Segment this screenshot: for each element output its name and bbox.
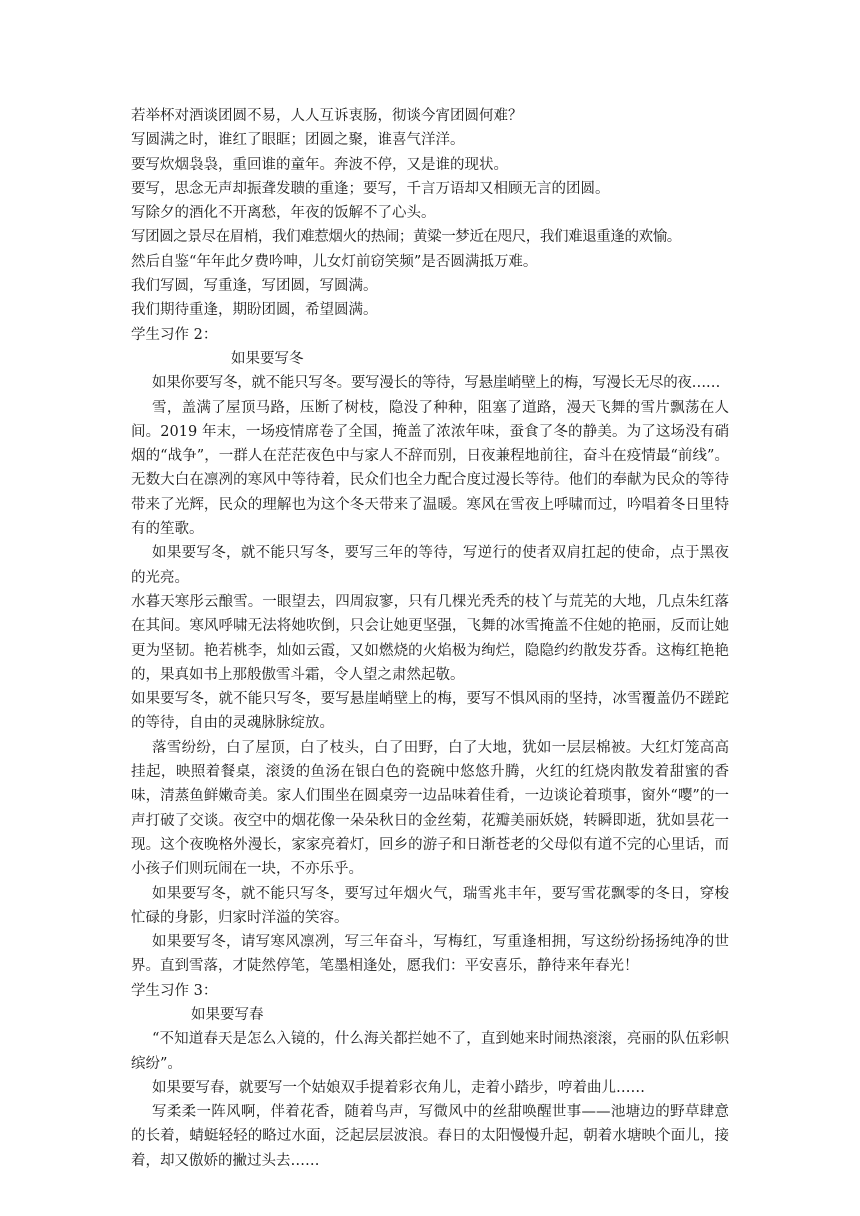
work2-paragraph: 如果要写冬，请写寒风凛冽，写三年奋斗，写梅红，写重逢相拥，写这纷纷扬扬纯净的世界。直到雪落，才陡然停笔，笔墨相逢处，愿我们：平安喜乐，静待来年春光！ [131,934,729,975]
work2-paragraph: 如果要写冬，就不能只写冬，要写过年烟火气，瑞雪兆丰年，要写雪花飘零的冬日，穿梭忙碌的身影，归家时洋溢的笑容。 [131,885,729,926]
poem-line: 若举杯对酒谈团圆不易，人人互诉衷肠，彻谈今宵团圆何难？ [131,108,523,124]
work3-label: 学生习作 3： [131,982,218,999]
poem-line: 要写，思念无声却振聋发聩的重逢；要写，千言万语却又相顾无言的团圆。 [131,180,610,197]
work3-title: 如果要写春 [191,1006,264,1023]
poem-line: 写圆满之时，谁红了眼眶；团圆之聚，谁喜气洋洋。 [131,132,465,149]
poem-line: 写团圆之景尽在眉梢，我们难惹烟火的热闹；黄粱一梦近在咫尺，我们难退重逢的欢愉。 [131,229,681,246]
work2-paragraph: 如果你要写冬，就不能只写冬。要写漫长的等待，写悬崖峭壁上的梅，写漫长无尽的夜…… [152,375,721,392]
document-body [131,104,729,1173]
work2-paragraph: 如果要写冬，就不能只写冬，要写悬崖峭壁上的梅，要写不惧风雨的坚持，冰雪覆盖仍不蹉跎的等待，自由的灵魂脉脉绽放。 [131,691,729,732]
work3-paragraph: 如果要写春，就要写一个姑娘双手提着彩衣角儿，走着小踏步，哼着曲儿…… [152,1079,646,1096]
work2-paragraph: 如果要写冬，就不能只写冬，要写三年的等待，写逆行的使者双肩扛起的使命，点于黑夜的光亮。 [131,545,729,586]
poem-line: 我们写圆，写重逢，写团圆，写圆满。 [131,278,378,295]
poem-line: 写除夕的酒化不开离愁，年夜的饭解不了心头。 [131,205,436,222]
work2-label: 学生习作 2： [131,326,218,343]
work3-paragraph: 写柔柔一阵风啊，伴着花香，随着鸟声，写微风中的丝甜唤醒世事——池塘边的野草肆意的长着，蜻蜓轻轻的略过水面，泛起层层波浪。春日的太阳慢慢升起，朝着水塘映个面儿，接着，却又傲娇的撇过头去…… [131,1104,729,1169]
poem-line: 要写炊烟袅袅，重回谁的童年。奔波不停，又是谁的现状。 [131,156,508,173]
work2-paragraph: 水暮天寒彤云酿雪。一眼望去，四周寂寥，只有几棵光秃秃的枝丫与荒芜的大地，几点朱红落在其间。寒风呼啸无法将她吹倒，只会让她更坚强，飞舞的冰雪掩盖不住她的艳丽，反而让她更为坚韧。艳若桃李，灿如云霞，又如燃烧的火焰极为绚烂，隐隐约约散发芬香。这梅红艳艳的，果真如书上那般傲雪斗霜，令人望之肃然起敬。 [131,593,729,683]
poem-line: 然后自鉴“年年此夕费吟呻，儿女灯前窃笑频”是否圆满抵万难。 [131,253,538,270]
poem-line: 我们期待重逢，期盼团圆，希望圆满。 [131,302,378,319]
work2-paragraph: 雪，盖满了屋顶马路，压断了树枝，隐没了种种，阻塞了道路，漫天飞舞的雪片飘荡在人间。2019 年末，一场疫情席卷了全国，掩盖了浓浓年味，蚕食了冬的静美。为了这场没有硝烟的“战争”，一群人在茫茫夜色中与家人不辞而别，日夜兼程地前往，奋斗在疫情最“前线”。无数大白在凛冽的寒风中等待着，民众们也全力配合度过漫长等待。他们的奉献为民众的等待带来了光辉，民众的理解也为这个冬天带来了温暖。寒风在雪夜上呼啸而过，吟唱着冬日里特有的笙歌。 [131,399,729,538]
work3-paragraph: “不知道春天是怎么入镜的，什么海关都拦她不了，直到她来时闹热滚滚，亮丽的队伍彩帜缤纷”。 [131,1031,729,1072]
work2-title: 如果要写冬 [231,350,304,367]
work2-paragraph: 落雪纷纷，白了屋顶，白了枝头，白了田野，白了大地，犹如一层层棉被。大红灯笼高高挂起，映照着餐桌，滚烫的鱼汤在银白色的瓷碗中悠悠升腾，火红的红烧肉散发着甜蜜的香味，清蒸鱼鲜嫩奇美。家人们围坐在圆桌旁一边品味着佳肴，一边谈论着琐事，窗外“嘤”的一声打破了交谈。夜空中的烟花像一朵朵秋日的金丝菊，花瓣美丽妖娆，转瞬即逝，犹如昙花一现。这个夜晚格外漫长，家家亮着灯，回乡的游子和日渐苍老的父母似有道不完的心里话，而小孩子们则玩闹在一块，不亦乐乎。 [131,739,729,878]
